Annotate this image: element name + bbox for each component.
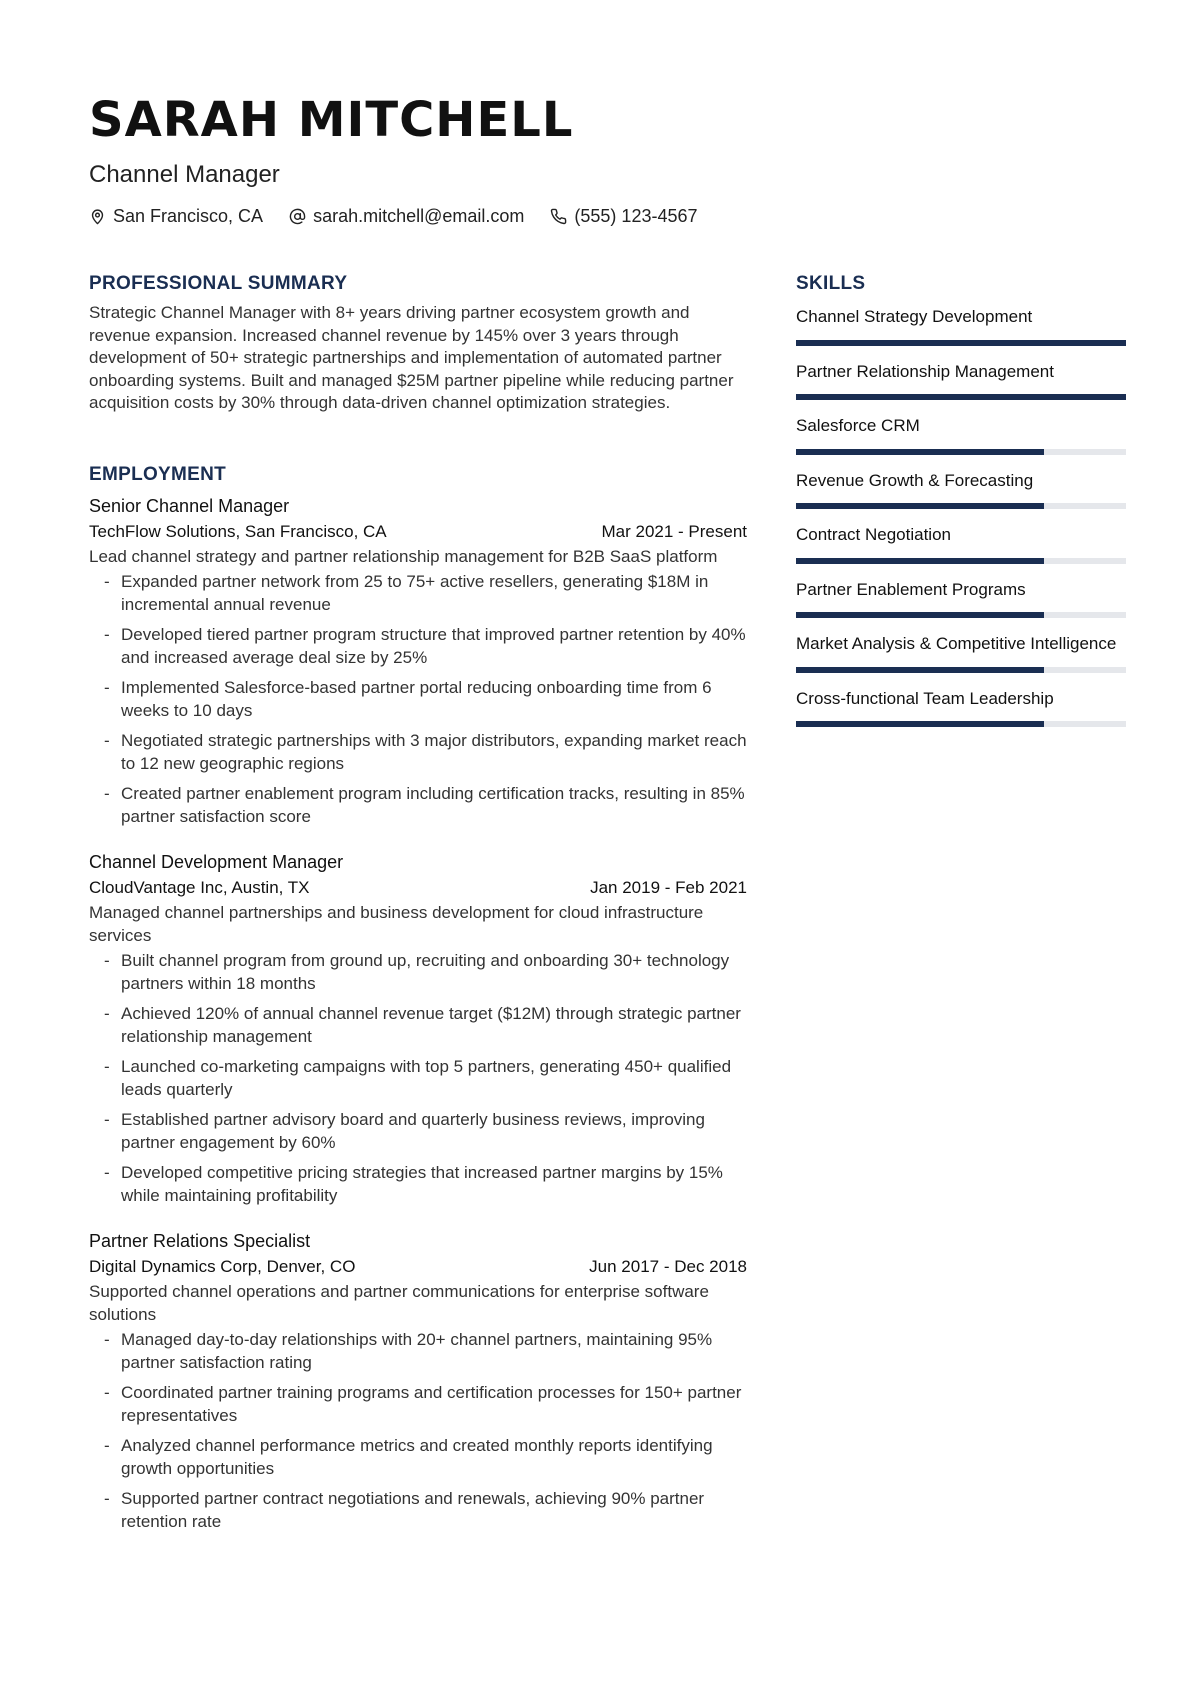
job-entry xyxy=(89,1228,747,1533)
bullet-text: Built channel program from ground up, recruiting and onboarding 30+ technology partners within 18 months xyxy=(121,951,730,993)
bullet-text: Supported partner contract negotiations and renewals, achieving 90% partner retention rate xyxy=(121,1489,705,1531)
skills-heading: SKILLS xyxy=(796,273,866,294)
bullet-dash: - xyxy=(104,625,110,644)
skill-level-bar xyxy=(796,612,1126,618)
bullet-item xyxy=(89,1003,747,1048)
bullet-dash: - xyxy=(104,1383,110,1402)
phone-text[interactable]: (555) 123-4567 xyxy=(574,206,698,226)
skill-level-fill xyxy=(796,558,1044,564)
skills-section xyxy=(796,270,1126,727)
bullet-text: Created partner enablement program including certification tracks, resulting in 85% partner satisfaction score xyxy=(121,784,745,826)
employment-section xyxy=(89,461,747,1534)
phone-icon xyxy=(550,208,567,225)
skill-level-bar xyxy=(796,340,1126,346)
bullet-text: Established partner advisory board and quarterly business reviews, improving partner engagement by 60% xyxy=(121,1110,705,1152)
at-sign-icon xyxy=(289,208,306,225)
skill-level-fill xyxy=(796,612,1044,618)
job-entry xyxy=(89,493,747,829)
job-bullets xyxy=(89,950,747,1207)
job-bullets xyxy=(89,571,747,828)
skill-level-bar xyxy=(796,667,1126,673)
job-meta xyxy=(89,519,747,545)
bullet-item xyxy=(89,1056,747,1101)
location-text: San Francisco, CA xyxy=(113,206,264,226)
job-company: TechFlow Solutions, San Francisco, CA xyxy=(89,521,387,541)
candidate-name: SARAH MITCHELL xyxy=(89,92,574,148)
contact-location xyxy=(89,204,263,228)
skill-item xyxy=(796,688,1126,728)
skill-item xyxy=(796,415,1126,455)
skill-item xyxy=(796,633,1126,673)
contact-info xyxy=(89,204,1129,228)
bullet-item xyxy=(89,1162,747,1207)
skill-level-bar xyxy=(796,558,1126,564)
bullet-dash: - xyxy=(104,1110,110,1129)
job-bullets xyxy=(89,1329,747,1533)
bullet-text: Developed tiered partner program structure that improved partner retention by 40% and increased average deal size by 25% xyxy=(121,625,746,667)
job-role: Partner Relations Specialist xyxy=(89,1231,311,1251)
job-entry xyxy=(89,849,747,1207)
skill-level-bar xyxy=(796,503,1126,509)
bullet-item xyxy=(89,1488,747,1533)
resume-header xyxy=(89,90,1129,228)
job-description: Supported channel operations and partner communications for enterprise software solutions xyxy=(89,1282,709,1324)
skill-item xyxy=(796,361,1126,401)
bullet-text: Launched co-marketing campaigns with top 5 partners, generating 450+ qualified leads quarterly xyxy=(121,1057,732,1099)
bullet-item xyxy=(89,730,747,775)
job-meta xyxy=(89,1254,747,1280)
bullet-dash: - xyxy=(104,1004,110,1023)
bullet-dash: - xyxy=(104,572,110,591)
skill-item xyxy=(796,306,1126,346)
skills-list xyxy=(796,306,1126,727)
skill-name: Revenue Growth & Forecasting xyxy=(796,470,1034,490)
sidebar-column xyxy=(796,270,1126,742)
job-company: Digital Dynamics Corp, Denver, CO xyxy=(89,1257,356,1276)
skill-level-fill xyxy=(796,449,1044,455)
job-dates: Jun 2017 - Dec 2018 xyxy=(589,1257,747,1276)
bullet-item xyxy=(89,1382,747,1427)
skill-level-bar xyxy=(796,721,1126,727)
job-meta xyxy=(89,875,747,901)
skill-level-bar xyxy=(796,394,1126,400)
skill-name: Partner Enablement Programs xyxy=(796,579,1026,599)
bullet-dash: - xyxy=(104,1163,110,1182)
skill-name: Channel Strategy Development xyxy=(796,307,1033,326)
skill-name: Salesforce CRM xyxy=(796,416,920,435)
location-pin-icon xyxy=(89,208,106,225)
job-description: Managed channel partnerships and business development for cloud infrastructure services xyxy=(89,903,704,945)
bullet-dash: - xyxy=(104,731,110,750)
bullet-text: Coordinated partner training programs and certification processes for 150+ partner representatives xyxy=(121,1383,742,1425)
skill-item xyxy=(796,524,1126,564)
job-dates: Jan 2019 - Feb 2021 xyxy=(590,878,747,897)
skill-level-fill xyxy=(796,721,1044,727)
job-role: Channel Development Manager xyxy=(89,852,344,872)
bullet-dash: - xyxy=(104,784,110,803)
bullet-item xyxy=(89,571,747,616)
contact-phone[interactable] xyxy=(550,204,697,228)
skill-item xyxy=(796,470,1126,510)
skill-name: Cross-functional Team Leadership xyxy=(796,688,1054,708)
bullet-text: Developed competitive pricing strategies that increased partner margins by 15% while maintaining profitability xyxy=(121,1163,723,1205)
job-list xyxy=(89,493,747,1534)
bullet-item xyxy=(89,1329,747,1374)
bullet-dash: - xyxy=(104,951,110,970)
bullet-dash: - xyxy=(104,1436,110,1455)
skill-level-fill xyxy=(796,667,1044,673)
skill-level-fill xyxy=(796,340,1126,346)
bullet-item xyxy=(89,950,747,995)
professional-summary-section xyxy=(89,270,747,415)
bullet-text: Negotiated strategic partnerships with 3 major distributors, expanding market reach to 12 new geographic regions xyxy=(121,731,747,773)
skill-name: Contract Negotiation xyxy=(796,525,951,544)
bullet-text: Managed day-to-day relationships with 20+ channel partners, maintaining 95% partner satisfaction rating xyxy=(121,1330,713,1372)
bullet-item xyxy=(89,1435,747,1480)
skill-name: Market Analysis & Competitive Intelligence xyxy=(796,634,1117,653)
employment-heading: EMPLOYMENT xyxy=(89,463,227,485)
job-dates: Mar 2021 - Present xyxy=(601,521,747,541)
bullet-item xyxy=(89,1109,747,1154)
bullet-dash: - xyxy=(104,1057,110,1076)
bullet-text: Analyzed channel performance metrics and created monthly reports identifying growth opportunities xyxy=(121,1436,713,1478)
job-role: Senior Channel Manager xyxy=(89,495,290,516)
job-company: CloudVantage Inc, Austin, TX xyxy=(89,878,310,897)
job-description: Lead channel strategy and partner relationship management for B2B SaaS platform xyxy=(89,546,718,566)
bullet-dash: - xyxy=(104,1330,110,1349)
skill-item xyxy=(796,579,1126,619)
skill-level-fill xyxy=(796,503,1044,509)
candidate-title: Channel Manager xyxy=(89,161,280,188)
bullet-text: Expanded partner network from 25 to 75+ active resellers, generating $18M in incremental annual revenue xyxy=(121,572,709,614)
contact-email[interactable] xyxy=(289,204,524,228)
bullet-item xyxy=(89,677,747,722)
skill-name: Partner Relationship Management xyxy=(796,361,1054,381)
bullet-dash: - xyxy=(104,678,110,697)
summary-heading: PROFESSIONAL SUMMARY xyxy=(89,273,348,294)
skill-level-fill xyxy=(796,394,1126,400)
main-column xyxy=(89,270,747,1554)
bullet-item xyxy=(89,783,747,828)
bullet-text: Implemented Salesforce-based partner portal reducing onboarding time from 6 weeks to 10 days xyxy=(121,678,712,720)
bullet-dash: - xyxy=(104,1489,110,1508)
bullet-item xyxy=(89,624,747,669)
email-text[interactable]: sarah.mitchell@email.com xyxy=(313,206,525,226)
summary-text: Strategic Channel Manager with 8+ years driving partner ecosystem growth and revenue expansion. Increased channel revenue by 145% over 3 years through development of 50+ strategic partnerships and implementation of automated partner onboarding systems. Built and managed $25M partner pipeline while reducing partner acquisition costs by 30% through data-driven channel optimization strategies. xyxy=(89,303,734,412)
skill-level-bar xyxy=(796,449,1126,455)
bullet-text: Achieved 120% of annual channel revenue target ($12M) through strategic partner relationship management xyxy=(121,1004,741,1046)
